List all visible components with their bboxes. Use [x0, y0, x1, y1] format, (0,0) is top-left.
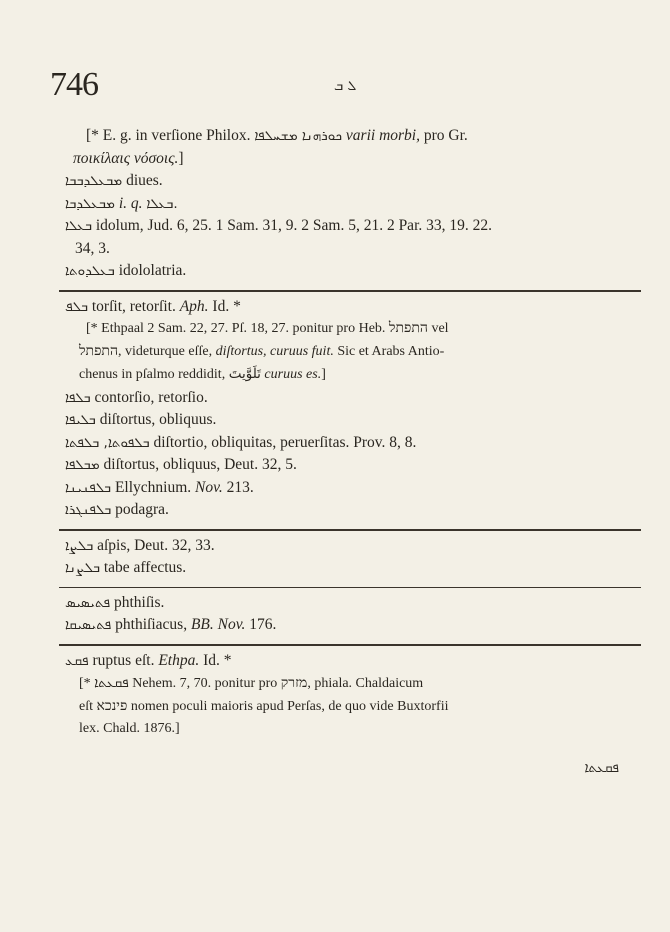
dictionary-entry: ܒܠܦܐ contorſio, retorſio.: [65, 388, 208, 406]
dictionary-entry: ܒܠܦܢܝܢܐ Ellychnium. Nov. 213.: [65, 478, 254, 496]
section-rule: [59, 529, 641, 531]
dictionary-entry: ܒܠܦܢܓܪܐ podagra.: [65, 501, 169, 518]
text-line: 34, 3.: [75, 239, 110, 257]
text-line: lex. Chald. 1876.]: [79, 721, 180, 736]
dictionary-entry: ܡܒܥܠܕܒܐ i. q. ܒܥܠܐ.: [65, 194, 178, 212]
text-line: chenus in pſalmo reddidit, تَلَوَّيتَ curuus es.]: [79, 366, 326, 382]
dictionary-entry: ܒܥܠܐ idolum, Jud. 6, 25. 1 Sam. 31, 9. 2 Sam. 5, 21. 2 Par. 33, 19. 22.: [65, 217, 492, 234]
catchword: ܦܩܥܬܐ: [584, 759, 619, 776]
dictionary-entry: ܦܩܥ ruptus eſt. Ethpa. Id. *: [65, 651, 232, 669]
text-line: eſt פינכא nomen poculi maioris apud Perſas, de quo vide Buxtorfii: [79, 698, 449, 714]
section-rule: [59, 290, 641, 292]
dictionary-entry: ܦܬܝܣܝܣ phthiſis.: [65, 593, 165, 611]
header-letter: ܠ ܒ: [334, 78, 357, 94]
dictionary-entry: ܒܠܨܢܐ tabe affectus.: [65, 559, 187, 576]
text-line: [* Ethpaal 2 Sam. 22, 27. Pſ. 18, 27. ponitur pro Heb. התפתל vel: [86, 321, 449, 336]
dictionary-entry: ܡܒܥܠܕܒܒܐ diues.: [65, 172, 163, 189]
text-line: ποικίλαις νόσοις.]: [73, 149, 184, 167]
dictionary-content: [65, 125, 635, 779]
section-rule: [59, 587, 641, 588]
text-line: [* ܦܩܥܬܐ Nehem. 7, 70. ponitur pro מזרק, phiala. Chaldaicum: [79, 675, 424, 691]
dictionary-entry: ܡܒܠܦܐ diſtortus, obliquus, Deut. 32, 5.: [65, 456, 297, 473]
text-line: התפתל, videturque eſſe, diſtortus, curuus fuit. Sic et Arabs Antio-: [79, 343, 445, 359]
section-rule: [59, 644, 641, 646]
text-line: [* E. g. in verſione Philox. ܟܘܪܗܢܐ ܡܫܚܠܦܐ varii morbi, pro Gr.: [86, 127, 468, 144]
dictionary-entry: ܒܠܦܘܬܐ, ܒܠܦܬܐ diſtortio, obliquitas, peruerſitas. Prov. 8, 8.: [65, 433, 417, 451]
dictionary-entry: ܦܬܝܣܝܩܐ phthiſiacus, BB. Nov. 176.: [65, 616, 277, 633]
dictionary-entry: ܒܠܝܦܐ diſtortus, obliquus.: [65, 411, 217, 428]
page-number: 746: [50, 66, 98, 103]
page-header: [50, 66, 630, 106]
dictionary-entry: ܒܥܠܕܘܬܐ idololatria.: [65, 262, 187, 279]
dictionary-entry: ܒܠܨܐ aſpis, Deut. 32, 33.: [65, 536, 215, 554]
dictionary-entry: ܒܠܦ torſit, retorſit. Aph. Id. *: [65, 297, 241, 315]
